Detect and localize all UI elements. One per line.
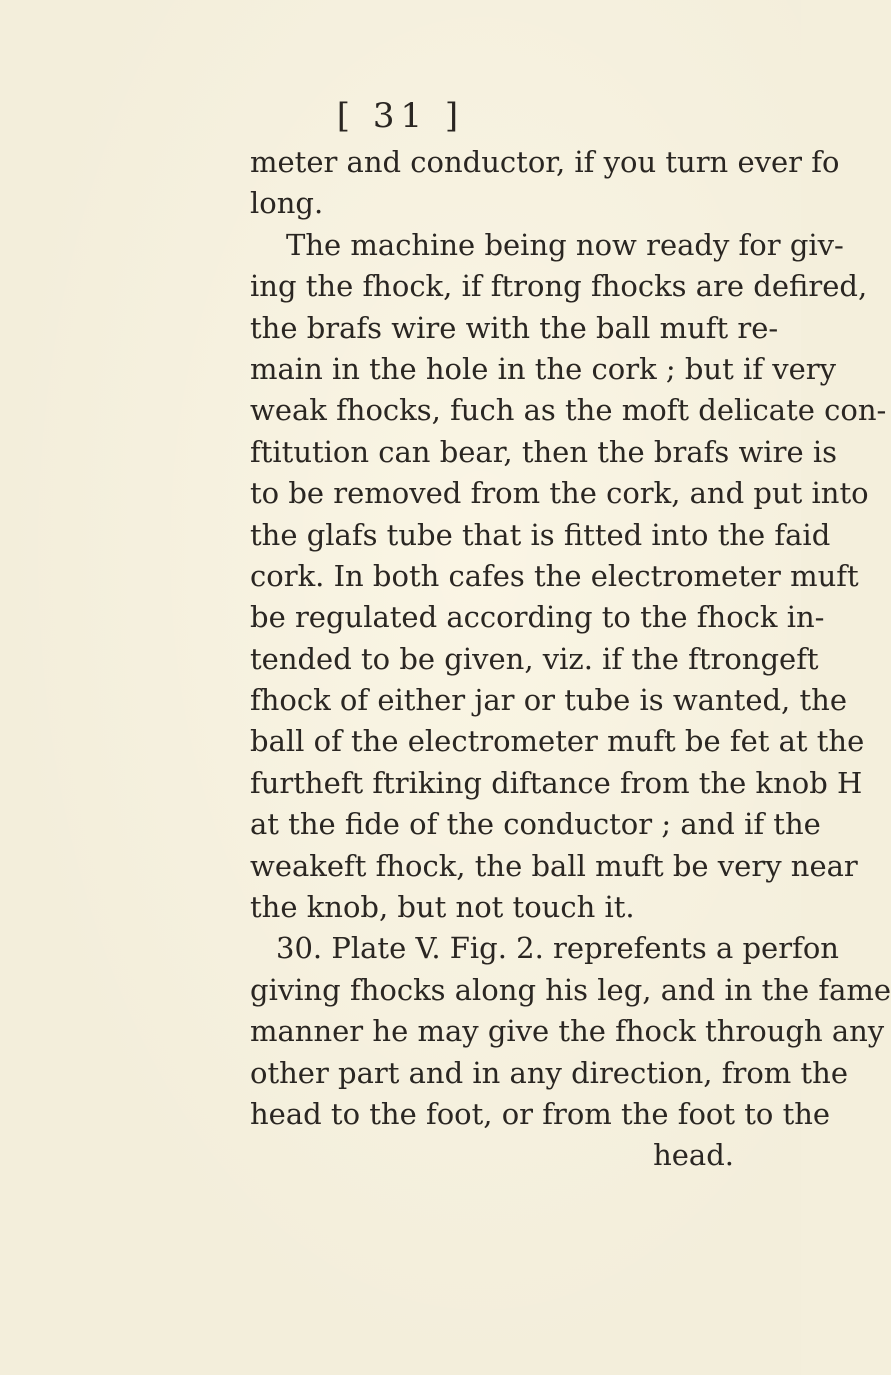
text-line: at the fide of the conductor ; and if the	[250, 807, 821, 842]
text-line: meter and conductor, if you turn ever fo	[250, 145, 840, 179]
text-line: fhock of either jar or tube is wanted, the	[250, 683, 847, 718]
paragraph-start-line: 30. Plate V. Fig. 2. reprefents a perfon	[276, 931, 839, 966]
text-line: giving fhocks along his leg, and in the fame	[250, 972, 891, 1007]
text-line: long.	[250, 186, 324, 221]
text-line: other part and in any direction, from the	[250, 1055, 848, 1090]
text-line: ftitution can bear, then the brafs wire is	[250, 434, 837, 469]
body-text	[250, 142, 891, 1177]
catchword-line: head.	[653, 1138, 734, 1173]
text-line: main in the hole in the cork ; but if very	[250, 351, 836, 386]
text-line: to be removed from the cork, and put into	[250, 476, 869, 511]
text-line: ing the fhock, if ftrong fhocks are defired,	[250, 269, 868, 304]
text-line: the brafs wire with the ball muft re-	[250, 310, 779, 345]
page-number-header: [ 31 ]	[336, 96, 465, 136]
text-line: head to the foot, or from the foot to the	[250, 1096, 831, 1131]
text-line: be regulated according to the fhock in-	[250, 600, 825, 635]
text-line: furtheft ftriking diftance from the knob H	[250, 765, 863, 800]
text-line: tended to be given, viz. if the ftrongeft	[250, 641, 819, 676]
text-line: the glafs tube that is fitted into the faid	[250, 517, 831, 552]
text-line: ball of the electrometer muft be fet at the	[250, 724, 865, 759]
paragraph-start-line: The machine being now ready for giv-	[286, 227, 844, 262]
text-line: the knob, but not touch it.	[250, 890, 635, 925]
text-line: weakeft fhock, the ball muft be very near	[250, 848, 858, 883]
text-line: cork. In both cafes the electrometer muft	[250, 558, 859, 593]
text-line: weak fhocks, fuch as the moft delicate con-	[250, 393, 887, 428]
text-line: manner he may give the fhock through any	[250, 1014, 885, 1049]
